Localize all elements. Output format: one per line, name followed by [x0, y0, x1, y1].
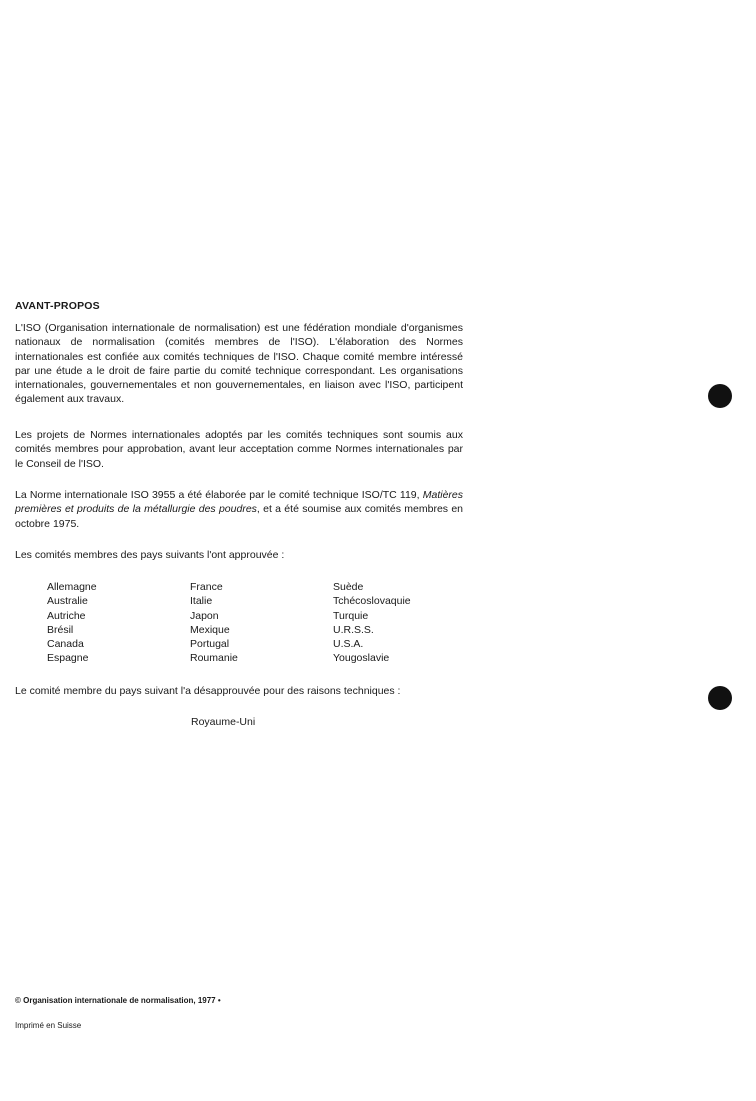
country-item: Portugal: [190, 638, 230, 651]
country-item: Turquie: [333, 609, 369, 622]
country-item: Brésil: [47, 623, 74, 636]
printed-in: Imprimé en Suisse: [15, 1021, 82, 1030]
country-column-2: [190, 580, 238, 666]
paragraph-disapproval: Le comité membre du pays suivant l'a désapprouvée pour des raisons techniques :: [15, 685, 401, 697]
country-item: U.S.A.: [333, 638, 364, 651]
committee-title: Matières premières et produits de la métallurgie des poudres: [15, 489, 463, 516]
country-item: Autriche: [47, 609, 86, 622]
paragraph-standard-origin: [15, 488, 463, 531]
country-item: Suède: [333, 581, 364, 593]
country-item: Mexique: [190, 623, 230, 636]
country-item: U.R.S.S.: [333, 623, 374, 636]
country-column-3: [333, 580, 411, 666]
country-item: Italie: [190, 595, 213, 608]
copyright-notice: © Organisation internationale de normalisation, 1977 •: [15, 996, 221, 1005]
country-item: Yougoslavie: [333, 652, 390, 665]
paragraph-draft-approval: Les projets de Normes internationales adoptés par les comités techniques sont soumis aux comités membres pour approbation, avant leur acceptation comme Normes internationales par le Conseil de l'ISO.: [15, 429, 463, 470]
section-heading: AVANT-PROPOS: [15, 300, 100, 312]
paragraph-standard-origin-end: , et a été soumise aux comités membres en octobre 1975.: [15, 503, 464, 530]
opposing-country: Royaume-Uni: [191, 716, 256, 728]
country-item: Roumanie: [190, 652, 238, 665]
paragraph-standard-origin-start: La Norme internationale ISO 3955 a été élaborée par le comité technique ISO/TC 119,: [15, 489, 423, 501]
country-item: Espagne: [47, 652, 89, 665]
country-item: Japon: [190, 609, 219, 622]
country-item: France: [190, 581, 223, 593]
country-column-1: [47, 580, 97, 666]
punch-hole-mark: [708, 384, 732, 408]
country-item: Allemagne: [47, 581, 97, 593]
punch-hole-mark: [708, 686, 732, 710]
paragraph-approvals: Les comités membres des pays suivants l'ont approuvée :: [15, 549, 285, 561]
country-item: Canada: [47, 638, 84, 651]
country-item: Tchécoslovaquie: [333, 595, 411, 608]
paragraph-iso-intro: L'ISO (Organisation internationale de normalisation) est une fédération mondiale d'organismes nationaux de normalisation (comités membres de l'ISO). L'élaboration des Normes internationales est confiée aux comités techniques de l'ISO. Chaque comité membre intéressé par une étude a le droit de faire partie du comité technique correspondant. Les organisations internationales, gouvernementales et non gouvernementales, en liaison avec l'ISO, participent également aux travaux.: [15, 322, 463, 406]
country-item: Australie: [47, 595, 88, 608]
